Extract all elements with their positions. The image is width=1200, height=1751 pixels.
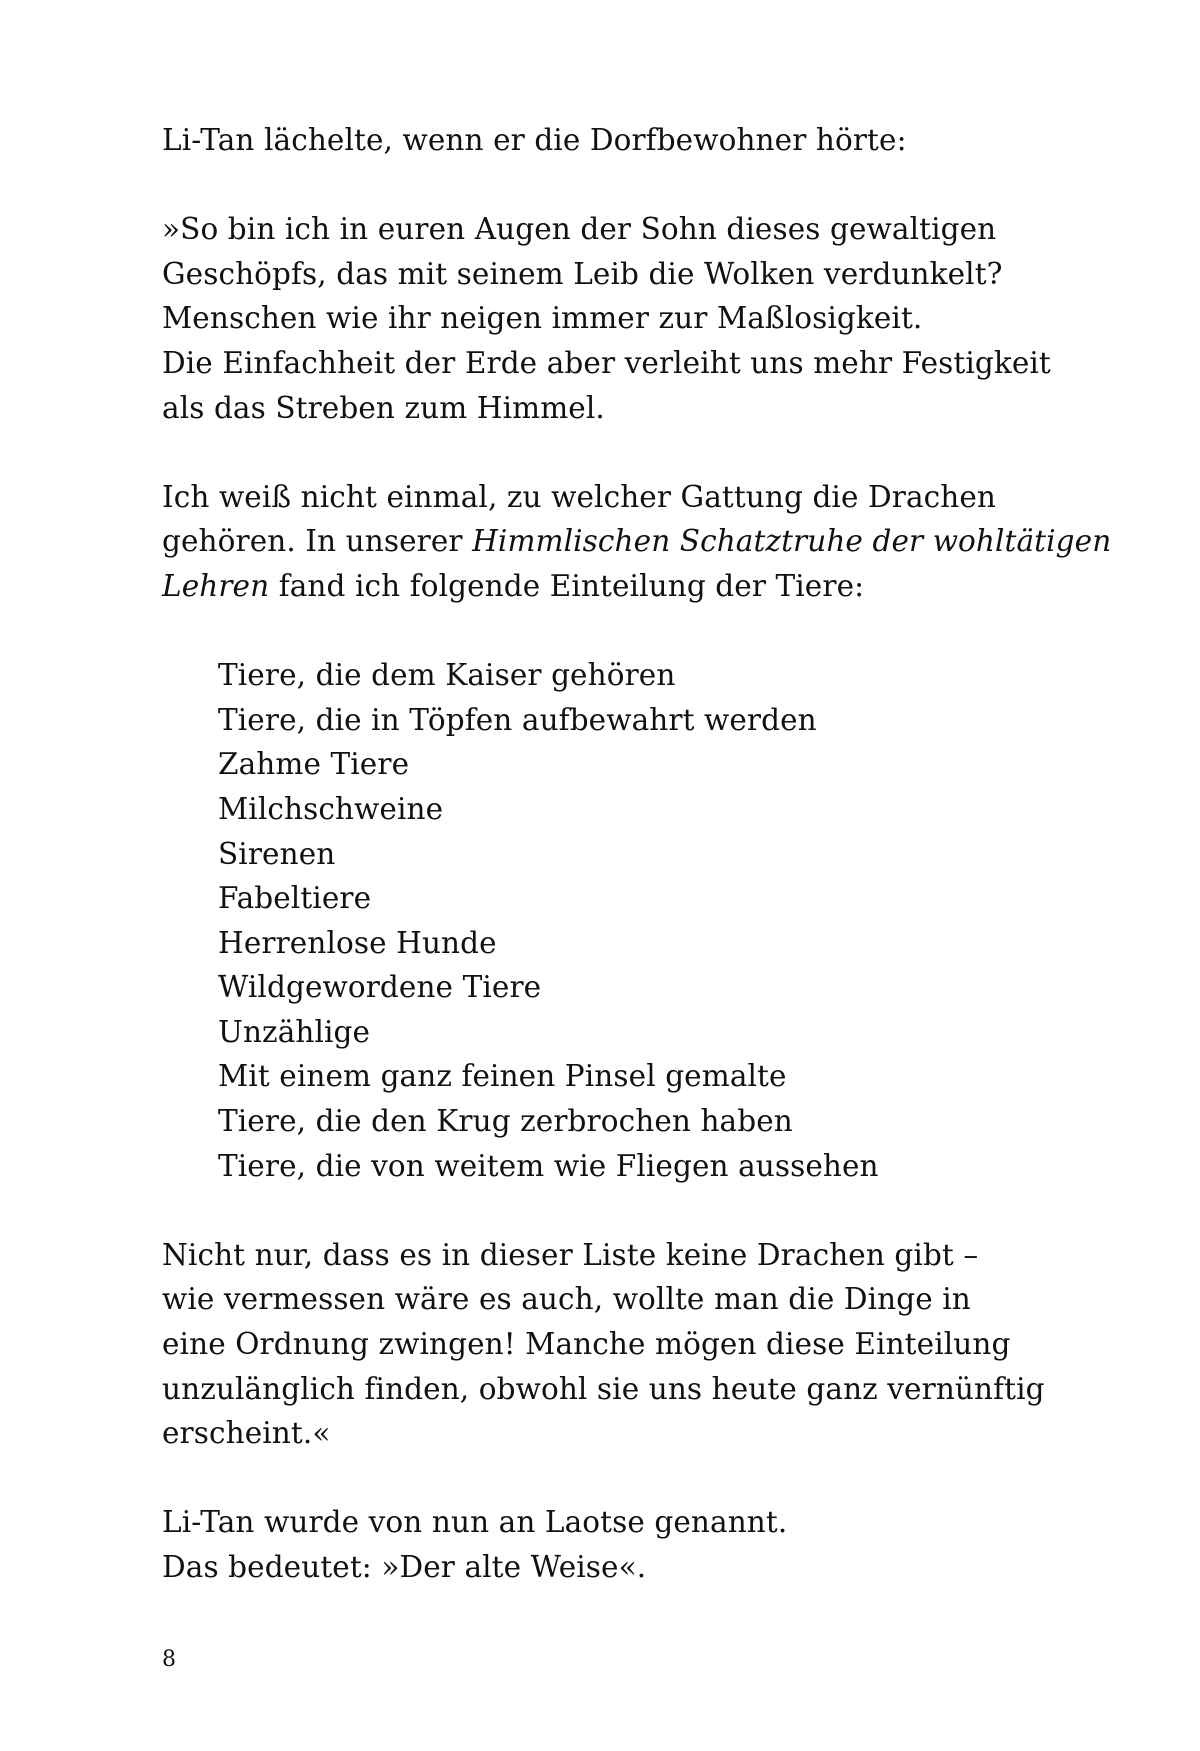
- paragraph-intro: [162, 118, 1062, 163]
- list-item: Sirenen: [218, 836, 336, 871]
- text-line: Li-Tan wurde von nun an Laotse genannt.: [162, 1505, 788, 1540]
- text-line: wie vermessen wäre es auch, wollte man die Dinge in: [162, 1282, 971, 1317]
- list-item: Tiere, die in Töpfen aufbewahrt werden: [218, 702, 817, 737]
- text-line: Nicht nur, dass es in dieser Liste keine Drachen gibt –: [162, 1237, 979, 1272]
- paragraph-closing: [162, 1500, 1062, 1589]
- plain-text: fand ich folgende Einteilung der Tiere:: [269, 568, 865, 603]
- animal-classification-list: [162, 653, 1062, 1188]
- text-line: Geschöpfs, das mit seinem Leib die Wolken verdunkelt?: [162, 256, 1003, 291]
- plain-text: gehören. In unserer: [162, 524, 473, 559]
- text-line: [162, 564, 1062, 609]
- book-title-italic: Himmlischen Schatztruhe der wohltätigen: [472, 524, 1112, 559]
- text-line: eine Ordnung zwingen! Manche mögen diese Einteilung: [162, 1327, 1011, 1362]
- text-line: [162, 519, 1112, 564]
- paragraph-classification-intro: [162, 475, 1112, 609]
- text-line: erscheint.«: [162, 1416, 331, 1451]
- list-item: Tiere, die dem Kaiser gehören: [218, 658, 676, 693]
- list-item: Wildgewordene Tiere: [218, 970, 542, 1005]
- paragraph-quote-end: [162, 1233, 1062, 1456]
- list-item: Unzählige: [218, 1014, 371, 1049]
- list-item: Mit einem ganz feinen Pinsel gemalte: [218, 1059, 787, 1094]
- list-item: Herrenlose Hunde: [218, 925, 497, 960]
- text-line: Das bedeutet: »Der alte Weise«.: [162, 1550, 647, 1584]
- list-item: Milchschweine: [218, 791, 444, 826]
- text-line: Die Einfachheit der Erde aber verleiht uns mehr Festigkeit: [162, 345, 1051, 380]
- list-item: Tiere, die den Krug zerbrochen haben: [218, 1104, 793, 1139]
- text-line: »So bin ich in euren Augen der Sohn dieses gewaltigen: [162, 212, 997, 247]
- text-line: als das Streben zum Himmel.: [162, 390, 605, 425]
- page-text: [162, 118, 1112, 1634]
- text-line: Menschen wie ihr neigen immer zur Maßlosigkeit.: [162, 301, 923, 336]
- text-line: unzulänglich finden, obwohl sie uns heute ganz vernünftig: [162, 1371, 1045, 1406]
- text-line: Ich weiß nicht einmal, zu welcher Gattung die Drachen: [162, 479, 997, 514]
- list-item: Zahme Tiere: [218, 747, 410, 782]
- list-item: Tiere, die von weitem wie Fliegen aussehen: [218, 1148, 879, 1183]
- text-line: Li-Tan lächelte, wenn er die Dorfbewohner hörte:: [162, 123, 907, 157]
- paragraph-quote-start: [162, 207, 1062, 430]
- page-number: 8: [162, 1647, 176, 1672]
- book-title-italic: Lehren: [162, 568, 270, 603]
- list-item: Fabeltiere: [218, 881, 372, 916]
